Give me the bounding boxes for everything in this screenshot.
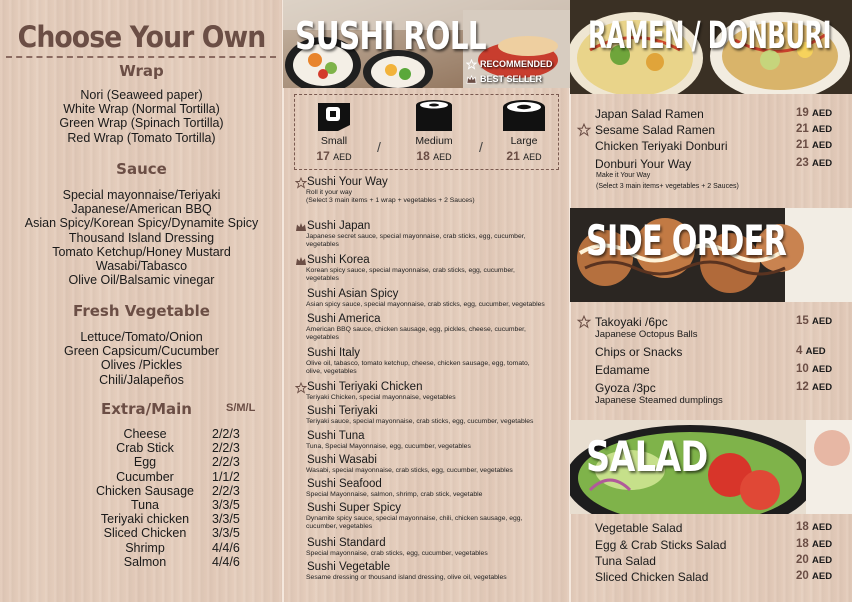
table-row — [86, 498, 286, 512]
list-item: Nori (Seaweed paper) — [80, 88, 203, 102]
size-separator: / — [479, 139, 483, 155]
list-item — [576, 156, 844, 191]
item-desc: Roll it your way — [306, 189, 353, 196]
item-name: Edamame — [595, 362, 650, 377]
sauce-list — [0, 188, 283, 287]
item-name: Sushi Your Way — [307, 176, 388, 188]
size-large — [489, 99, 559, 165]
small-roll-icon — [312, 99, 356, 133]
list-item — [576, 362, 844, 377]
size-price — [316, 149, 351, 163]
side-order-title: SIDE ORDER — [586, 216, 787, 265]
item-desc: Japanese Steamed dumplings — [595, 395, 723, 406]
list-item — [576, 553, 844, 568]
price-value: 23 — [796, 157, 809, 169]
price-currency: AED — [812, 364, 833, 375]
sushi-menu-item — [295, 430, 567, 451]
item-desc: Special mayonnaise, crab sticks, egg, cucumber, vegetables — [306, 550, 488, 557]
extra-name: Crab Stick — [116, 441, 174, 456]
vegetable-heading: Fresh Vegetable — [73, 302, 210, 320]
item-price — [796, 106, 844, 121]
item-desc: Teriyaki sauce, special mayonnaise, crab sticks, egg, cucumber, vegetables — [306, 418, 534, 425]
price-value: 4 — [796, 345, 803, 357]
extra-price: 2/2/3 — [212, 455, 240, 470]
large-roll-icon — [502, 99, 546, 133]
extra-price: 3/3/5 — [212, 526, 240, 541]
extra-name: Shrimp — [125, 540, 165, 555]
item-desc: cucumber, vegetables — [306, 523, 373, 531]
item-desc: Korean spicy sauce, special mayonnaise, crab sticks, egg, cucumber, — [306, 267, 515, 274]
extra-price: 4/4/6 — [212, 554, 240, 569]
sushi-menu-item — [295, 454, 567, 475]
extra-price: 2/2/3 — [212, 483, 240, 498]
item-price — [796, 520, 844, 535]
price-value: 10 — [796, 363, 809, 375]
item-desc: Dynamite spicy sauce, special mayonnaise, chili, chicken sausage, egg, — [306, 515, 523, 522]
legend-recommended — [466, 57, 553, 72]
size-price — [506, 149, 541, 163]
salad-title: SALAD — [586, 432, 708, 481]
extra-name: Sliced Chicken — [103, 526, 187, 541]
item-desc: Asian spicy sauce, special mayonnaise, crab sticks, egg, cucumber, vegetables — [306, 301, 545, 308]
table-row — [86, 526, 286, 540]
item-name: Takoyaki /6pc — [595, 314, 668, 329]
list-item — [576, 380, 844, 406]
sushi-menu-item — [295, 313, 567, 343]
size-price — [416, 149, 451, 163]
table-row — [86, 555, 286, 569]
price-currency: AED — [812, 555, 833, 566]
item-name: Sushi Italy — [307, 347, 361, 359]
price-currency: AED — [812, 140, 833, 151]
item-desc: Teriyaki Chicken, special mayonnaise, vegetables — [306, 394, 456, 401]
sushi-menu-item — [295, 537, 567, 558]
item-name: Donburi Your Way — [595, 156, 692, 171]
item-name: Sushi Korea — [307, 254, 370, 266]
size-price-value: 17 — [316, 149, 330, 163]
price-value: 18 — [796, 521, 809, 533]
extra-name: Chicken Sausage — [96, 483, 194, 498]
list-item: Green Wrap (Spinach Tortilla) — [59, 116, 224, 131]
extra-table — [86, 427, 286, 569]
item-desc: American BBQ sauce, chicken sausage, egg, pickles, cheese, cucumber, — [306, 326, 526, 333]
item-name: Sliced Chicken Salad — [595, 569, 709, 584]
price-currency: AED — [812, 571, 833, 582]
item-name: Sushi America — [307, 313, 381, 325]
item-name: Gyoza /3pc — [595, 380, 656, 395]
table-row — [86, 512, 286, 526]
price-currency: AED — [812, 124, 833, 135]
item-desc: (Select 3 main items + 1 wrap + vegetables + 2 Sauces) — [306, 197, 475, 205]
list-item: White Wrap (Normal Tortilla) — [63, 102, 220, 117]
title-divider — [6, 56, 276, 58]
sushi-menu-item — [295, 381, 567, 402]
item-desc: vegetables — [306, 241, 339, 249]
sushi-menu-item — [295, 502, 567, 532]
item-name: Sushi Vegetable — [307, 561, 391, 573]
extra-price: 1/1/2 — [212, 469, 240, 484]
vegetable-list — [0, 330, 283, 387]
price-value: 21 — [796, 123, 809, 135]
list-item — [576, 537, 844, 552]
price-value: 12 — [796, 381, 809, 393]
sushi-menu-item — [295, 254, 567, 284]
star-icon — [576, 315, 592, 329]
sushi-menu-item — [295, 220, 567, 250]
extra-name: Salmon — [123, 554, 167, 569]
price-currency: AED — [805, 346, 826, 357]
list-item: Chili/Jalapeños — [99, 372, 184, 387]
list-item: Tomato Ketchup/Honey Mustard — [52, 244, 231, 259]
sushi-photo — [283, 0, 570, 88]
list-item: Green Capsicum/Cucumber — [64, 344, 219, 359]
item-name: Chips or Snacks — [595, 344, 683, 359]
price-currency: AED — [812, 158, 833, 169]
price-currency: AED — [812, 522, 833, 533]
size-label: Medium — [415, 135, 453, 147]
legend-recommended-label: RECOMMENDED — [480, 59, 553, 69]
size-price-value: 21 — [506, 149, 520, 163]
extra-name: Cucumber — [116, 469, 174, 484]
size-label: Small — [320, 135, 348, 147]
right-panel — [570, 0, 852, 602]
legend-best-seller-label: BEST SELLER — [480, 74, 543, 84]
item-price — [796, 122, 844, 137]
price-currency: AED — [812, 382, 833, 393]
item-desc: Japanese Octopus Balls — [595, 329, 698, 340]
star-icon — [466, 59, 477, 70]
extra-name: Teriyaki chicken — [100, 512, 190, 527]
ramen-photo — [570, 0, 852, 94]
item-desc: Japanese secret sauce, special mayonnaise, crab sticks, egg, cucumber, — [306, 233, 526, 240]
item-name: Sushi Teriyaki — [307, 405, 378, 417]
item-price — [796, 380, 844, 395]
crown-icon — [466, 74, 477, 85]
sushi-menu-item — [295, 347, 567, 377]
extra-price: 4/4/6 — [212, 540, 240, 555]
price-value: 21 — [796, 139, 809, 151]
list-item: Special mayonnaise/Teriyaki — [62, 188, 221, 202]
item-price — [796, 569, 844, 584]
item-price — [796, 314, 844, 329]
item-desc: Sesame dressing or thousand island dressing, olive oil, vegetables — [306, 574, 507, 581]
list-item: Olives /Pickles — [100, 358, 183, 373]
sushi-roll-panel — [283, 0, 570, 602]
item-name: Vegetable Salad — [595, 520, 683, 535]
item-desc: Special Mayonnaise, salmon, shrimp, crab stick, vegetable — [306, 491, 483, 498]
item-desc: Make it Your Way — [596, 172, 651, 179]
price-value: 20 — [796, 554, 809, 566]
medium-roll-icon — [412, 99, 456, 133]
list-item: Lettuce/Tomato/Onion — [80, 330, 203, 344]
choose-your-own-panel — [0, 0, 283, 602]
item-desc: vegetables — [306, 275, 339, 283]
table-row — [86, 470, 286, 484]
wrap-list — [0, 88, 283, 145]
star-icon — [295, 382, 307, 394]
size-selector — [294, 94, 559, 170]
size-separator: / — [377, 139, 381, 155]
extra-price: 2/2/3 — [212, 441, 240, 456]
item-price — [796, 156, 844, 171]
item-name: Japan Salad Ramen — [595, 106, 704, 121]
extra-name: Cheese — [123, 427, 167, 441]
list-item — [576, 122, 844, 137]
item-name: Sesame Salad Ramen — [595, 122, 716, 137]
list-item: Thousand Island Dressing — [68, 230, 215, 245]
list-item — [576, 106, 844, 121]
sushi-menu-item — [295, 288, 567, 309]
list-item: Japanese/American BBQ — [71, 202, 212, 217]
size-currency: AED — [333, 152, 352, 162]
price-value: 15 — [796, 315, 809, 327]
star-icon — [295, 177, 307, 189]
sushi-menu-item — [295, 405, 567, 426]
item-price — [796, 344, 844, 359]
item-price — [796, 537, 844, 552]
size-medium — [399, 99, 469, 165]
item-name: Sushi Seafood — [307, 478, 382, 490]
item-desc: (Select 3 main items+ vegetables + 2 Sauces) — [596, 183, 739, 190]
ramen-title: RAMEN / DONBURI — [588, 14, 831, 57]
page-title: Choose Your Own — [17, 20, 266, 54]
list-item: Asian Spicy/Korean Spicy/Dynamite Spicy — [24, 216, 259, 231]
item-desc: vegetables — [306, 334, 339, 342]
item-price — [796, 138, 844, 153]
list-item: Red Wrap (Tomato Tortilla) — [67, 130, 216, 145]
price-value: 20 — [796, 570, 809, 582]
table-row — [86, 541, 286, 555]
crown-icon — [295, 221, 307, 233]
size-currency: AED — [433, 152, 452, 162]
item-price — [796, 362, 844, 377]
item-desc: olive, vegetables — [306, 368, 357, 376]
list-item: Wasabi/Tabasco — [95, 259, 188, 274]
extra-price: 3/3/5 — [212, 498, 240, 513]
sushi-menu-item — [295, 176, 567, 206]
extra-heading: Extra/Main — [101, 400, 192, 418]
sushi-menu-item — [295, 478, 567, 499]
item-name: Sushi Teriyaki Chicken — [307, 381, 423, 393]
sushi-menu-item — [295, 561, 567, 582]
price-currency: AED — [812, 539, 833, 550]
crown-icon — [295, 255, 307, 267]
sauce-heading: Sauce — [116, 160, 167, 178]
item-name: Sushi Asian Spicy — [307, 288, 399, 300]
star-icon — [576, 123, 592, 137]
list-item — [576, 138, 844, 153]
item-name: Sushi Standard — [307, 537, 386, 549]
list-item — [576, 520, 844, 535]
price-value: 18 — [796, 538, 809, 550]
item-name: Tuna Salad — [595, 553, 656, 568]
side-order-photo — [570, 208, 852, 302]
table-row — [86, 455, 286, 469]
table-row — [86, 441, 286, 455]
extra-price: 3/3/5 — [212, 512, 240, 527]
item-name: Egg & Crab Sticks Salad — [595, 537, 727, 552]
wrap-heading: Wrap — [119, 62, 164, 80]
price-currency: AED — [812, 316, 833, 327]
item-name: Sushi Wasabi — [307, 454, 377, 466]
list-item — [576, 314, 844, 340]
price-value: 19 — [796, 107, 809, 119]
legend — [466, 57, 553, 87]
list-item — [576, 344, 844, 359]
size-label: Large — [510, 135, 538, 147]
list-item: Olive Oil/Balsamic vinegar — [68, 273, 215, 288]
size-price-value: 18 — [416, 149, 430, 163]
item-name: Sushi Super Spicy — [307, 502, 401, 514]
legend-best-seller — [466, 72, 553, 87]
size-small — [299, 99, 369, 165]
salad-photo — [570, 420, 852, 514]
item-desc: Wasabi, special mayonnaise, crab sticks, egg, cucumber, vegetables — [306, 467, 513, 474]
list-item — [576, 569, 844, 584]
table-row — [86, 427, 286, 441]
size-header: S/M/L — [226, 402, 256, 414]
extra-name: Tuna — [130, 498, 160, 513]
item-name: Sushi Tuna — [307, 430, 365, 442]
item-name: Sushi Japan — [307, 220, 371, 232]
item-name: Chicken Teriyaki Donburi — [595, 138, 728, 153]
item-desc: Tuna, Special Mayonnaise, egg, cucumber, vegetables — [306, 443, 471, 450]
sushi-title: SUSHI ROLL — [295, 14, 486, 58]
item-desc: Olive oil, tabasco, tomato ketchup, cheese, chicken sausage, egg, tomato, — [306, 360, 530, 367]
size-currency: AED — [523, 152, 542, 162]
table-row — [86, 484, 286, 498]
extra-name: Egg — [133, 455, 157, 470]
price-currency: AED — [812, 108, 833, 119]
item-price — [796, 553, 844, 568]
extra-price: 2/2/3 — [212, 427, 240, 441]
